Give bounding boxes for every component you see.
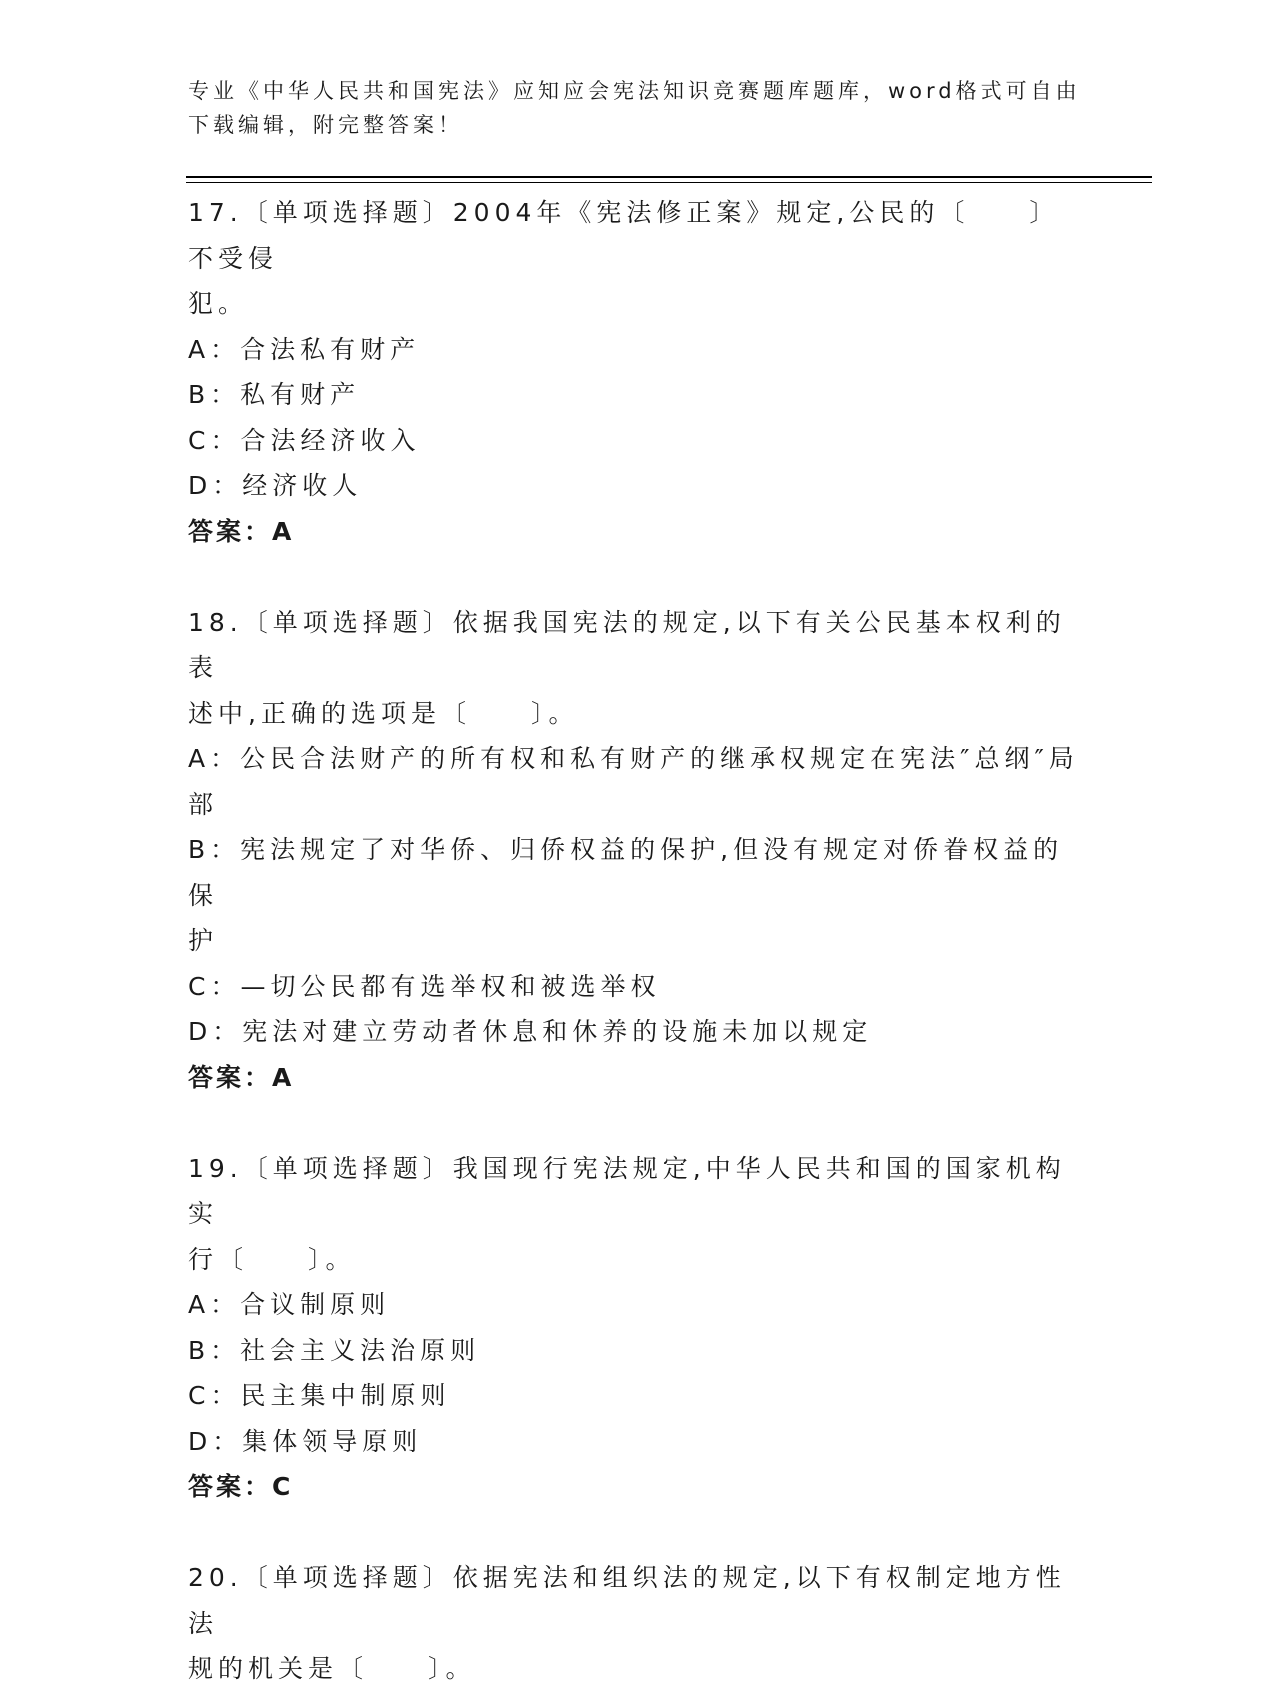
option-a: A：合议制原则 [188, 1290, 391, 1319]
question-text-line: 18.〔单项选择题〕依据我国宪法的规定,以下有关公民基本权利的表 [188, 607, 1066, 682]
question-list [188, 190, 1088, 1692]
question-text-line: 行〔 〕。 [188, 1244, 356, 1274]
question-text-line: 规的机关是〔 〕。 [188, 1654, 476, 1683]
header-rule-thin [186, 182, 1152, 183]
question-18 [188, 600, 1088, 1101]
question-text-line: 17.〔单项选择题〕2004年《宪法修正案》规定,公民的〔 〕不受侵 [188, 198, 1060, 273]
question-text-line: 20.〔单项选择题〕依据宪法和组织法的规定,以下有权制定地方性法 [188, 1563, 1066, 1638]
question-17 [188, 190, 1088, 554]
option-c: C：合法经济收入 [188, 425, 421, 455]
spacer [188, 554, 1088, 600]
option-b: B：私有财产 [188, 380, 361, 409]
header-line-2: 下载编辑，附完整答案！ [188, 113, 463, 137]
header-line-1: 专业《中华人民共和国宪法》应知应会宪法知识竞赛题库题库，word格式可自由 [188, 79, 1081, 103]
spacer [188, 1510, 1088, 1556]
answer: 答案：A [188, 1062, 295, 1092]
question-text-line: 犯。 [188, 289, 249, 318]
option-c: C：民主集中制原则 [188, 1381, 451, 1410]
option-d: D：宪法对建立劳动者休息和休养的设施未加以规定 [188, 1017, 873, 1046]
option-a: A：合法私有财产 [188, 334, 421, 364]
option-d: D：集体领导原则 [188, 1426, 423, 1456]
option-d: D：经济收人 [188, 471, 363, 500]
question-20 [188, 1555, 1088, 1692]
answer: 答案：A [188, 516, 295, 546]
spacer [188, 1100, 1088, 1146]
document-header [188, 74, 1088, 142]
option-b: B：宪法规定了对华侨、归侨权益的保护,但没有规定对侨眷权益的保 [188, 835, 1064, 910]
answer: 答案：C [188, 1472, 294, 1501]
header-rule-thick [186, 176, 1152, 178]
option-a: A：公民合法财产的所有权和私有财产的继承权规定在宪法″总纲″局 [188, 744, 1079, 773]
option-a-continued: 部 [188, 789, 219, 819]
option-b-continued: 护 [188, 926, 219, 955]
option-c: C：—切公民都有选举权和被选举权 [188, 971, 661, 1001]
question-19 [188, 1146, 1088, 1510]
question-text-line: 述中,正确的选项是〔 〕。 [188, 698, 579, 728]
question-text-line: 19.〔单项选择题〕我国现行宪法规定,中华人民共和国的国家机构实 [188, 1153, 1066, 1228]
option-b: B：社会主义法治原则 [188, 1335, 481, 1365]
